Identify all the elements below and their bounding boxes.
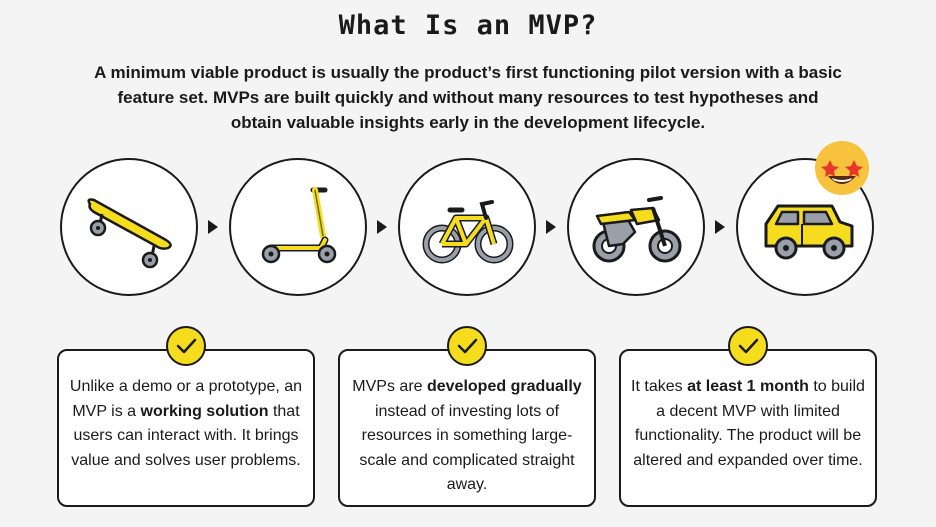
page-title: What Is an MVP? [338,10,598,41]
scooter-icon [231,160,365,294]
bicycle-icon [400,160,534,294]
info-card [338,349,596,507]
info-card [619,349,877,507]
card-text: MVPs are developed gradually instead of investing lots of resources in something large-scale and complicated straight away. [352,378,582,493]
arrow-icon [546,220,556,234]
motorcycle-icon [569,160,703,294]
info-card [57,349,315,507]
checkmark-icon [728,326,768,366]
page-subtitle: A minimum viable product is usually the product’s first functioning pilot version with a basic feature set. MVPs are built quickly and without many resources to test hypotheses and obtain valuable insights early in the development lifecycle. [94,63,842,132]
star-struck-emoji-icon [810,136,874,200]
checkmark-icon [447,326,487,366]
arrow-icon [208,220,218,234]
card-text: It takes at least 1 month to build a decent MVP with limited functionality. The product will be altered and expanded over time. [631,378,865,469]
card-text: Unlike a demo or a prototype, an MVP is a working solution that users can interact with. It brings value and solves user problems. [69,378,303,469]
stage-scooter [229,158,367,296]
arrow-icon [377,220,387,234]
stage-bicycle [398,158,536,296]
skateboard-icon [62,160,196,294]
stage-skateboard [60,158,198,296]
arrow-icon [715,220,725,234]
stage-motorcycle [567,158,705,296]
checkmark-icon [166,326,206,366]
